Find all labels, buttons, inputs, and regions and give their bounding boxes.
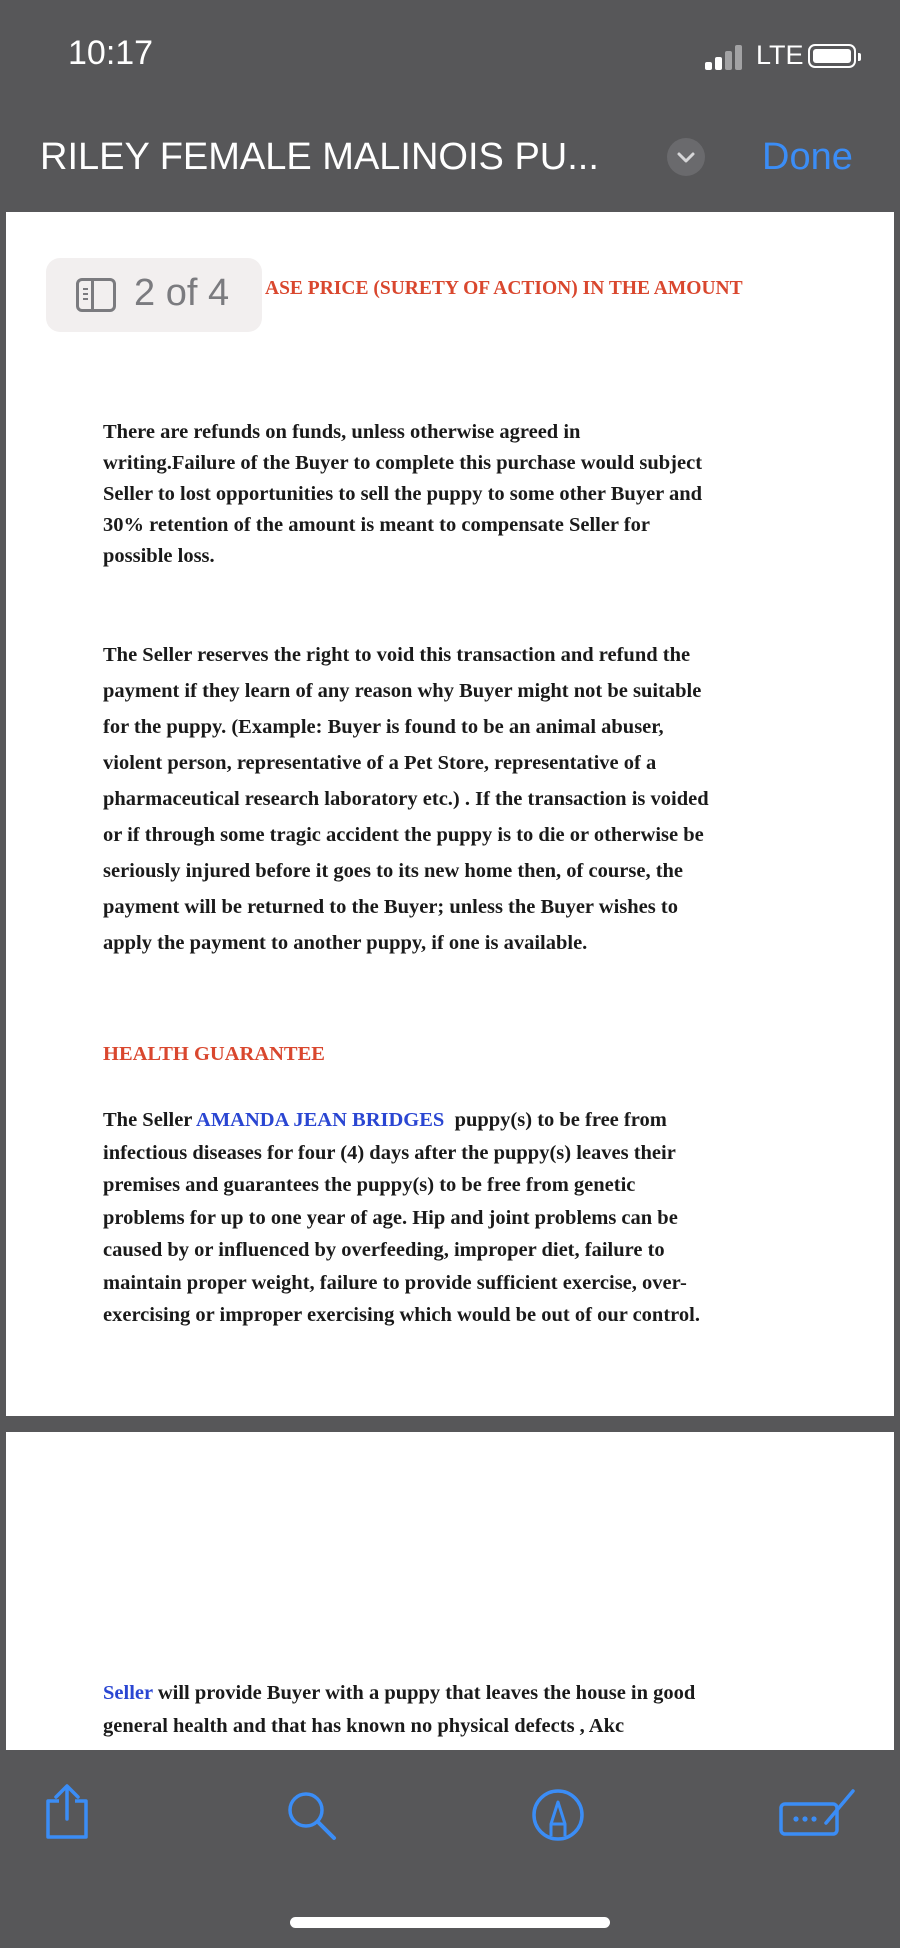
- paragraph-health-guarantee: The Seller AMANDA JEAN BRIDGES puppy(s) to be free from infectious diseases for four (4) days after the puppy(s) leaves their premises and guarantees the puppy(s) to be free from genetic problems for up to one year of age. Hip and joint problems can be caused by or influenced by overfeeding, improper diet, failure to maintain proper weight, failure to provide sufficient exercise, over- exercising or improper exercising which would be out of our control.: [103, 1109, 700, 1326]
- home-indicator[interactable]: [290, 1917, 610, 1928]
- page-count: 2 of 4: [134, 272, 230, 314]
- document-page: [6, 212, 894, 1416]
- document-page: [6, 1432, 894, 1750]
- page-indicator: [46, 258, 262, 332]
- seller-name: AMANDA JEAN BRIDGES: [196, 1109, 445, 1131]
- markup-icon[interactable]: [531, 1788, 585, 1842]
- search-icon[interactable]: [284, 1788, 338, 1842]
- chevron-down-icon: [667, 138, 705, 176]
- document-title: RILEY FEMALE MALINOIS PU...: [40, 136, 599, 178]
- signature-icon[interactable]: [778, 1787, 856, 1839]
- status-time: 10:17: [68, 34, 154, 72]
- paragraph-refunds: There are refunds on funds, unless otherwise agreed in writing.Failure of the Buyer to complete this purchase would subject Seller to lost opportunities to sell the puppy to some other Buyer and 30% retention of the amount is meant to compensate Seller for possible loss.: [103, 421, 703, 567]
- battery-icon: [808, 44, 856, 68]
- title-menu-button[interactable]: [667, 138, 705, 176]
- section-heading: ASE PRICE (SURETY OF ACTION) IN THE AMOUNT: [265, 278, 743, 299]
- paragraph-void-transaction: The Seller reserves the right to void this transaction and refund the payment if they learn of any reason why Buyer might not be suitable for the puppy. (Example: Buyer is found to be an animal abuser, violent person, representative of a Pet Store, representative of a pharmaceutical research laboratory etc.) . If the transaction is voided or if through some tragic accident the puppy is to die or otherwise be seriously injured before it goes to its new home then, of course, the payment will be returned to the Buyer; unless the Buyer wishes to apply the payment to another puppy, if one is available.: [103, 644, 709, 954]
- signal-icon: [705, 44, 747, 70]
- share-icon[interactable]: [42, 1783, 92, 1841]
- done-button[interactable]: Done: [762, 136, 853, 178]
- network-label: LTE: [756, 40, 804, 70]
- sidebar-icon: [76, 278, 116, 312]
- health-guarantee-heading: HEALTH GUARANTEE: [103, 1043, 325, 1065]
- status-bar: [0, 0, 900, 110]
- paragraph-seller-health: Seller will provide Buyer with a puppy that leaves the house in good general health and that has known no physical defects , Akc: [103, 1682, 696, 1737]
